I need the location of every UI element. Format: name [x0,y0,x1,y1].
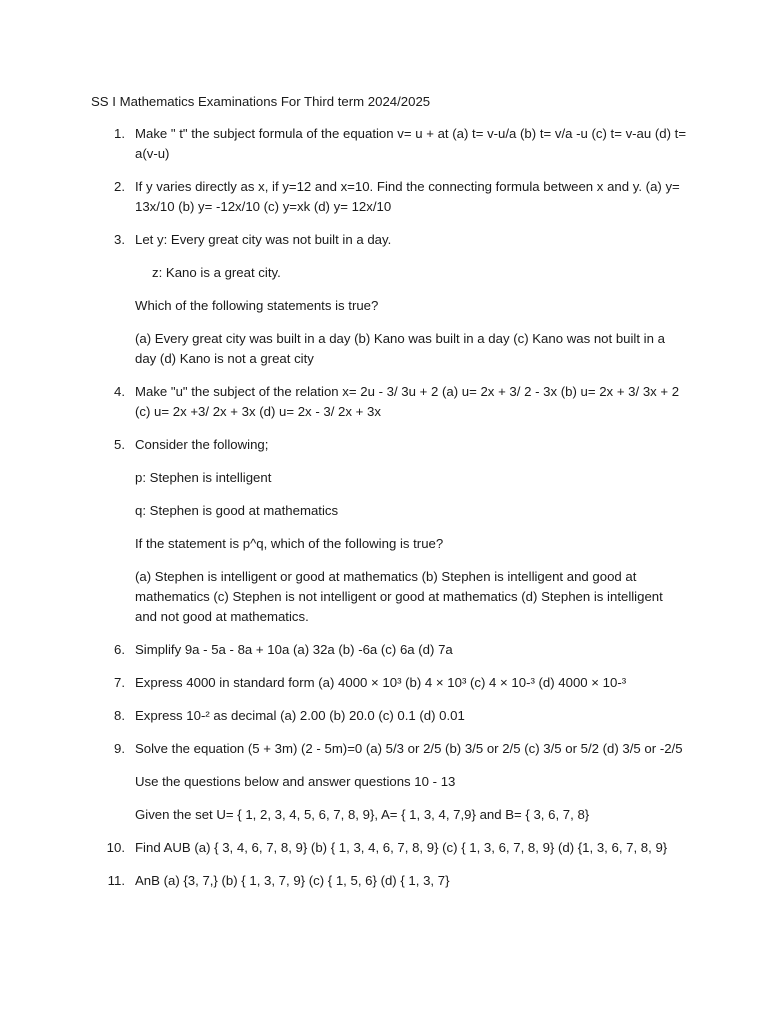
question-list-sets [91,838,688,891]
question-11 [91,871,688,891]
question-1 [91,124,688,164]
question-9 [91,739,688,759]
question-3 [91,230,688,369]
question-number: 9. [114,741,125,756]
question-number: 8. [114,708,125,723]
question-statement: p: Stephen is intelligent [135,470,272,485]
question-options: (a) Stephen is intelligent or good at mathematics (b) Stephen is intelligent and good at mathematics (c) Stephen is not intelligent or good at mathematics (d) Stephen is intelligent and not good at mathematics. [135,569,663,624]
question-text: Express 10-² as decimal (a) 2.00 (b) 20.0 (c) 0.1 (d) 0.01 [135,708,465,723]
question-text: Simplify 9a - 5a - 8a + 10a (a) 32a (b) -6a (c) 6a (d) 7a [135,642,453,657]
question-2 [91,177,688,217]
question-text: Solve the equation (5 + 3m) (2 - 5m)=0 (a) 5/3 or 2/5 (b) 3/5 or 2/5 (c) 3/5 or 5/2 (d) 3/5 or -2/5 [135,741,683,756]
question-text: Make "u" the subject of the relation x= 2u - 3/ 3u + 2 (a) u= 2x + 3/ 2 - 3x (b) u= 2x + 3/ 3x + 2 (c) u= 2x +3/ 2x + 3x (d) u= 2x - 3/ 2x + 3x [135,384,680,419]
question-statement: q: Stephen is good at mathematics [135,503,339,518]
question-number: 5. [114,437,125,452]
question-5 [91,435,688,627]
question-text: AnB (a) {3, 7,} (b) { 1, 3, 7, 9} (c) { 1, 5, 6} (d) { 1, 3, 7} [135,873,450,888]
question-10 [91,838,688,858]
question-number: 2. [114,179,125,194]
question-list [91,124,688,759]
given-set-text: Given the set U= { 1, 2, 3, 4, 5, 6, 7, 8, 9}, A= { 1, 3, 4, 7,9} and B= { 3, 6, 7, 8} [135,807,590,822]
document-title: SS I Mathematics Examinations For Third term 2024/2025 [91,94,431,109]
question-text: Consider the following; [135,437,269,452]
question-number: 7. [114,675,125,690]
question-text: If y varies directly as x, if y=12 and x=10. Find the connecting formula between x and y. (a) y= 13x/10 (b) y= -12x/10 (c) y=xk (d) y= 12x/10 [135,179,680,214]
question-text: Express 4000 in standard form (a) 4000 × 10³ (b) 4 × 10³ (c) 4 × 10-³ (d) 4000 × 10-³ [135,675,627,690]
question-number: 3. [114,232,125,247]
question-options: (a) Every great city was built in a day (b) Kano was built in a day (c) Kano was not built in a day (d) Kano is not a great city [135,331,665,366]
question-text: Let y: Every great city was not built in a day. [135,232,392,247]
question-6 [91,640,688,660]
question-text: Find AUB (a) { 3, 4, 6, 7, 8, 9} (b) { 1, 3, 4, 6, 7, 8, 9} (c) { 1, 3, 6, 7, 8, 9} (d) {1, 3, 6, 7, 8, 9} [135,840,668,855]
question-statement: z: Kano is a great city. [152,265,281,280]
question-number: 11. [107,873,125,888]
question-number: 10. [106,840,125,855]
question-8 [91,706,688,726]
question-7 [91,673,688,693]
question-text: Make " t" the subject formula of the equation v= u + at (a) t= v-u/a (b) t= v/a -u (c) t= v-au (d) t= a(v-u) [135,126,687,161]
instruction-text: Use the questions below and answer questions 10 - 13 [135,774,456,789]
question-prompt: If the statement is p^q, which of the following is true? [135,536,444,551]
question-4 [91,382,688,422]
question-number: 1. [114,126,125,141]
question-number: 6. [114,642,125,657]
question-number: 4. [114,384,125,399]
question-prompt: Which of the following statements is true? [135,298,379,313]
